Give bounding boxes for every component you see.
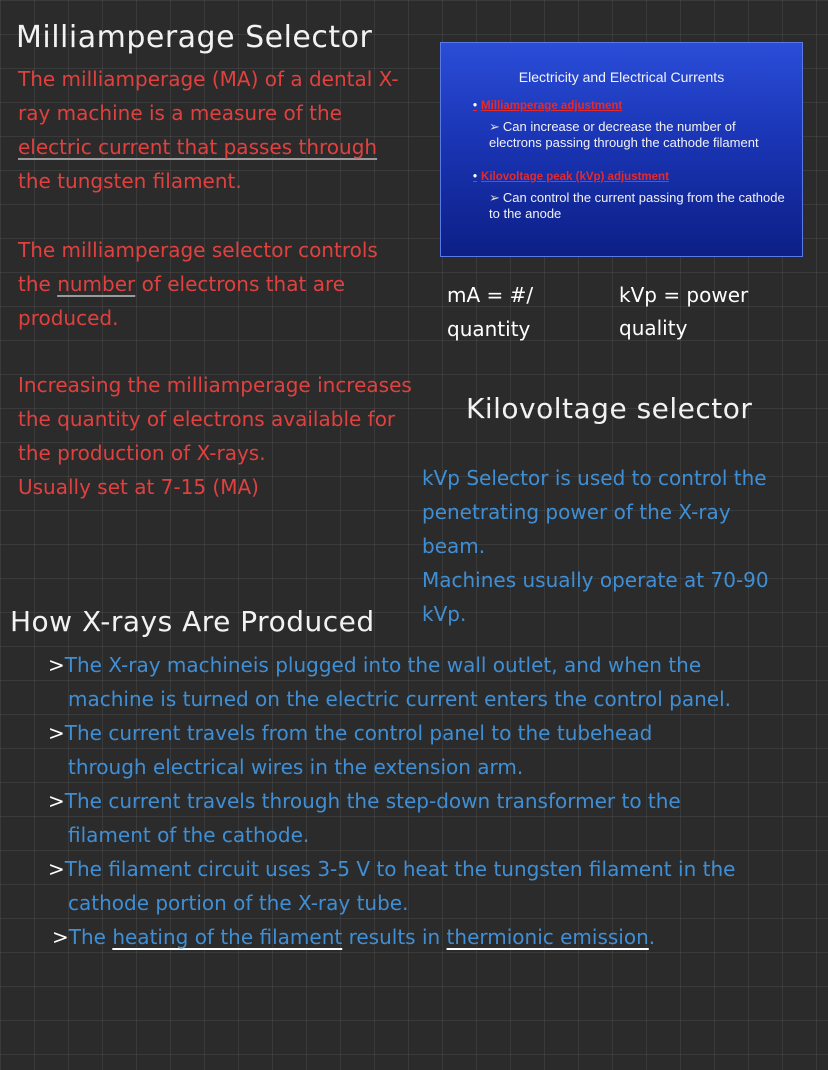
text-fragment: the	[18, 272, 58, 296]
step-text: The X-ray machineis plugged into the wall outlet, and when the	[64, 653, 702, 677]
text-line: Usually set at 7-15 (MA)	[18, 475, 259, 499]
text-line: Machines usually operate at 70-90	[422, 568, 769, 592]
text-line: filament of the cathode.	[68, 823, 310, 847]
text-line	[52, 920, 655, 954]
text-line: the tungsten filament.	[18, 169, 242, 193]
marker: >	[52, 925, 69, 949]
text-fragment: of electrons that are	[135, 272, 346, 296]
slide-subpoint	[489, 119, 789, 151]
slide-subpoint	[489, 190, 789, 222]
marker: >	[48, 721, 65, 745]
text-line: electric current that passes through	[18, 135, 378, 159]
text-line: kVp Selector is used to control the	[422, 466, 767, 490]
production-step	[48, 784, 681, 852]
text-line	[48, 648, 731, 682]
kvp-formula-line2: quality	[619, 316, 688, 340]
text-line: penetrating power of the X-ray	[422, 500, 731, 524]
text-line: The milliamperage (MA) of a dental X-	[18, 67, 399, 91]
slide-bullet-kilovoltage: • Kilovoltage peak (kVp) adjustment	[473, 171, 669, 183]
text-line	[48, 784, 681, 818]
text-line: Increasing the milliamperage increases	[18, 373, 412, 397]
ma-formula-line1: mA = #/	[447, 283, 534, 307]
slide-subpoint-text: Can increase or decrease the number of electrons passing through the cathode filament	[489, 119, 759, 150]
slide-title: Electricity and Electrical Currents	[518, 69, 725, 85]
production-step	[48, 716, 652, 784]
production-title: How X-rays Are Produced	[10, 605, 375, 638]
milliamperage-definition	[18, 62, 399, 198]
text-fragment: The	[68, 925, 113, 949]
step-text: The current travels through the step-down transformer to the	[64, 789, 681, 813]
embedded-slide	[440, 42, 803, 257]
text-line: kVp.	[422, 602, 467, 626]
arrow-icon: ➢	[489, 119, 500, 134]
step-text: The current travels from the control panel to the tubehead	[64, 721, 653, 745]
text-line: machine is turned on the electric current enters the control panel.	[68, 687, 731, 711]
underlined-word: number	[57, 272, 136, 296]
text-fragment: results in	[342, 925, 447, 949]
underlined-term: heating of the filament	[112, 925, 343, 949]
kilovoltage-description	[422, 461, 769, 631]
underlined-term: thermionic emission	[446, 925, 649, 949]
text-line: beam.	[422, 534, 486, 558]
text-line: cathode portion of the X-ray tube.	[68, 891, 409, 915]
arrow-icon: ➢	[489, 190, 500, 205]
text-fragment: .	[648, 925, 656, 949]
kvp-formula-line1: kVp = power	[619, 283, 749, 307]
text-line	[48, 852, 735, 886]
marker: >	[48, 789, 65, 813]
text-line: through electrical wires in the extension arm.	[68, 755, 524, 779]
slide-subpoint-text: Can control the current passing from the cathode to the anode	[489, 190, 785, 221]
production-step	[48, 648, 731, 716]
milliamperage-selector-description	[18, 233, 378, 335]
text-line: ray machine is a measure of the	[18, 101, 342, 125]
text-line: the quantity of electrons available for	[18, 407, 396, 431]
kilovoltage-title: Kilovoltage selector	[466, 392, 753, 425]
marker: >	[48, 653, 65, 677]
text-line: the production of X-rays.	[18, 441, 266, 465]
text-line: The milliamperage selector controls	[18, 238, 378, 262]
marker: >	[48, 857, 65, 881]
slide-bullet-milliamperage: • Milliamperage adjustment	[473, 100, 622, 112]
text-line: produced.	[18, 306, 119, 330]
milliamperage-title: Milliamperage Selector	[16, 20, 373, 55]
step-text: The filament circuit uses 3-5 V to heat the tungsten filament in the	[64, 857, 736, 881]
production-step	[52, 920, 655, 954]
ma-formula-line2: quantity	[447, 317, 531, 341]
text-line	[48, 716, 652, 750]
production-step	[48, 852, 735, 920]
text-line	[18, 267, 378, 301]
milliamperage-effect	[18, 368, 412, 504]
